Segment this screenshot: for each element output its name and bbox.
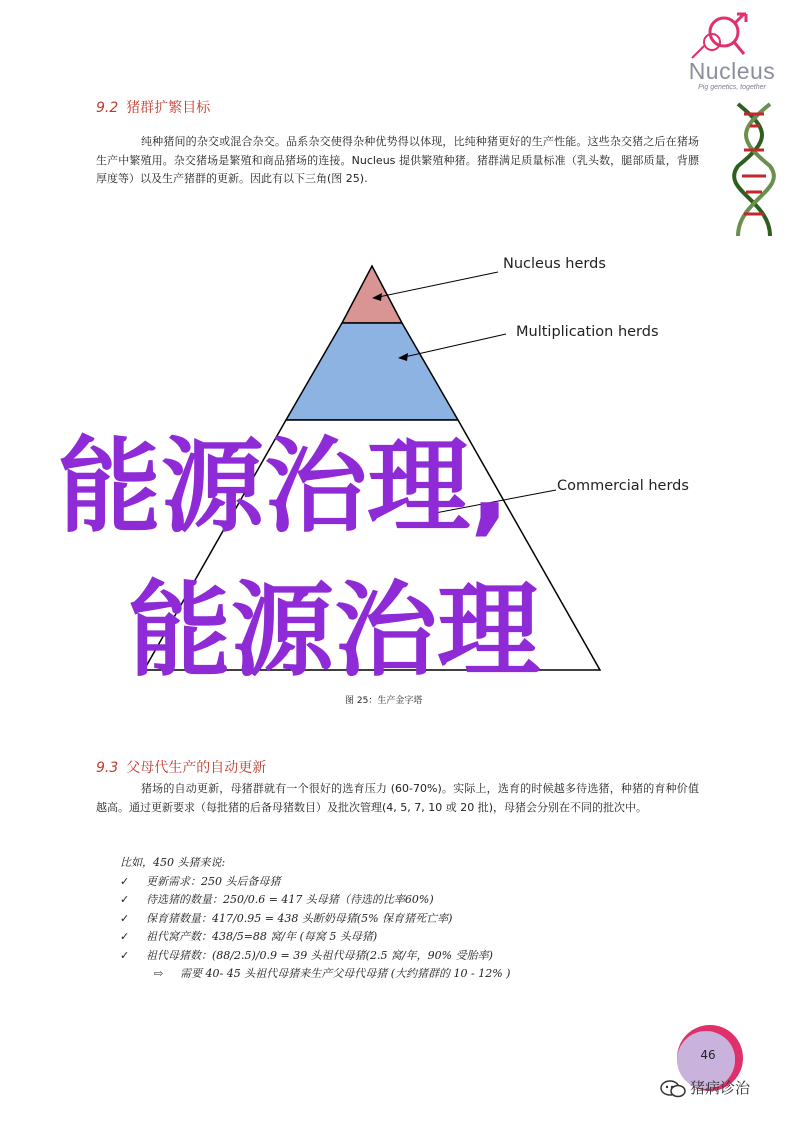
section-number: 9.3 [96,760,119,776]
wechat-account [660,1077,750,1098]
overlay-title-line-1: 能源治理, [58,427,510,547]
page-number: 46 [700,1048,716,1062]
check-icon: ✓ [120,874,130,888]
list-item: ✓ 祖代母猪数：(88/2.5)/0.9 = 39 头祖代母猪(2.5 窝/年，90% 受胎率) [120,947,680,966]
wechat-icon [660,1080,686,1098]
calculation-conclusion: ⇨ 需要 40- 45 头祖代母猪来生产父母代母猪 (大约猪群的 10 - 12% ) [120,965,680,984]
section-9-2-paragraph: 纯种猪间的杂交或混合杂交。品系杂交使得杂种优势得以体现，比纯种猪更好的生产性能。这些杂交猪之后在猪场生产中繁殖用。杂交猪场是繁殖和商品猪场的连接。Nucleus 提供繁殖种猪。猪群满足质量标准（乳头数，腿部质量，背膘厚度等）以及生产猪群的更新。因此有以下三角(图 25). [96,135,699,185]
pyramid-tier-multiplication [286,323,458,420]
calculation-block [120,854,680,984]
logo-tagline: Pig genetics, together [698,84,766,91]
overlay-title-line-2: 能源治理 [128,571,540,691]
check-icon: ✓ [120,930,130,943]
check-icon: ✓ [120,948,130,962]
logo-wordmark: Nucleus [688,58,776,84]
wechat-account-name: 猪病诊治 [690,1079,751,1097]
check-icon: ✓ [120,893,130,906]
section-number: 9.2 [96,100,119,116]
label-commercial-herds: Commercial herds [557,478,689,494]
section-9-3-heading [96,757,266,777]
section-title: 父母代生产的自动更新 [126,760,267,776]
list-item: ✓ 待选猪的数量：250/0.6 = 417 头母猪（待选的比率60%) [120,891,680,910]
dna-helix-icon [730,100,778,240]
arrow-right-icon: ⇨ [154,967,164,980]
label-multiplication-herds: Multiplication herds [516,324,659,340]
list-item: ✓ 保育猪数量：417/0.95 = 438 头断奶母猪(5% 保育猪死亡率) [120,910,680,929]
label-nucleus-herds: Nucleus herds [503,256,606,272]
list-item: ✓ 更新需求：250 头后备母猪 [120,873,680,892]
section-9-2-heading [96,97,210,117]
list-item: ✓ 祖代窝产数：438/5=88 窝/年 (每窝 5 头母猪) [120,928,680,947]
section-9-3-paragraph: 猪场的自动更新，母猪群就有一个很好的选育压力 (60-70%)。实际上，选育的时候越多待选猪，种猪的育种价值越高。通过更新要求（每批猪的后备母猪数目）及批次管理(4, 5, 7, 10 或 20 批)，母猪会分别在不同的批次中。 [96,782,699,814]
check-icon: ✓ [120,911,130,925]
figure-caption: 图 25：生产金字塔 [345,696,423,706]
calculation-intro: 比如，450 头猪来说: [120,856,226,869]
section-title: 猪群扩繁目标 [126,100,211,116]
